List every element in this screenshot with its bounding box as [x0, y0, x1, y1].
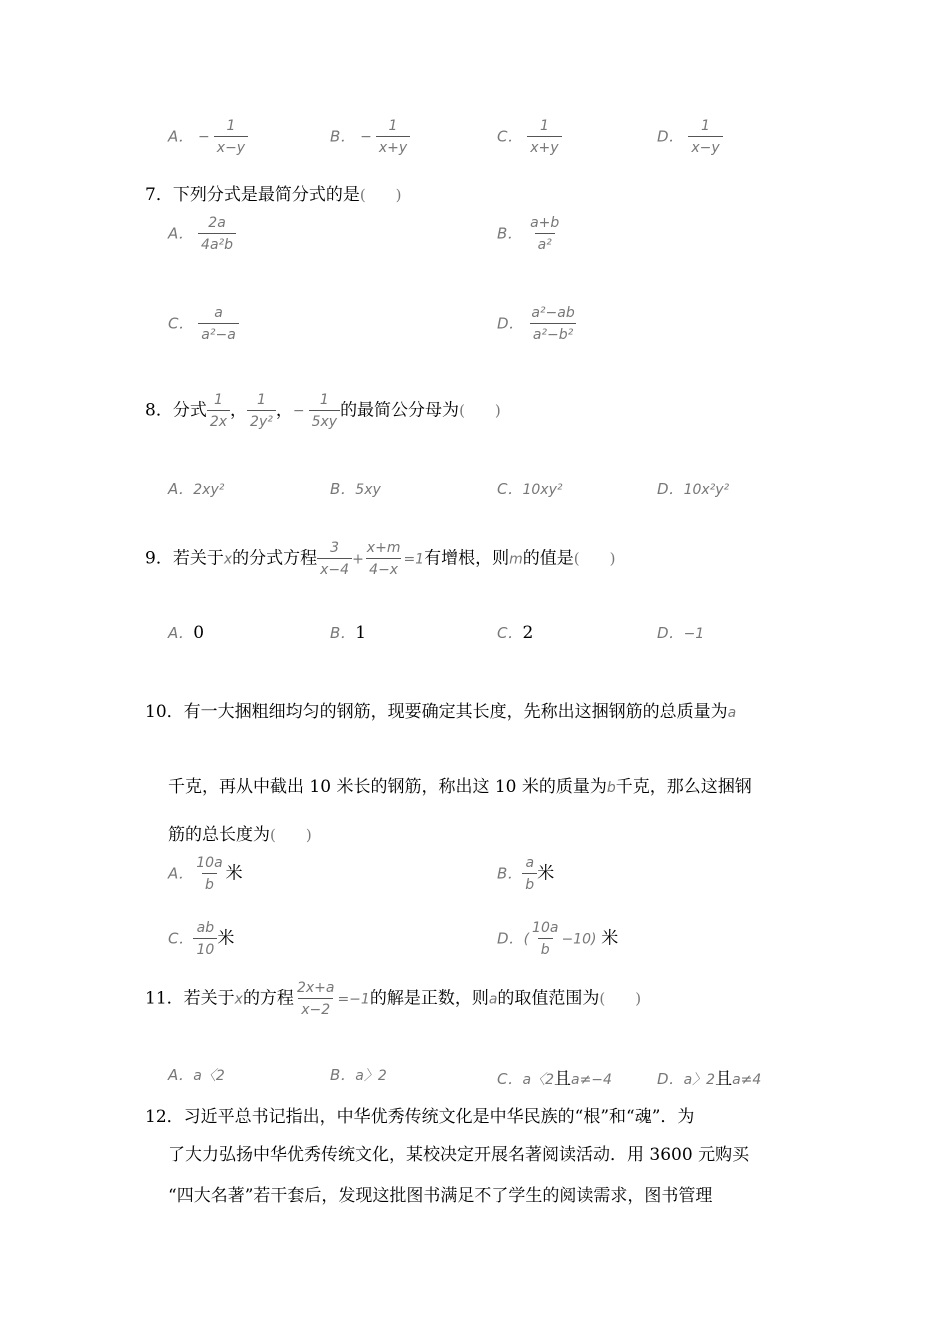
option-value: 0 [193, 623, 205, 643]
q6-option-d[interactable] [657, 118, 723, 156]
option-label: C． [497, 624, 523, 642]
fraction: $\frac{10a}{b}$ [196, 855, 223, 893]
fraction: $\frac{1}{x-y}$ [214, 118, 248, 156]
q10-option-d[interactable]: D．( $\frac{10a}{b}$ −10) 米 [497, 920, 619, 958]
option-label: A． [168, 864, 194, 883]
option-label: D． [657, 480, 684, 498]
minus-sign: − [360, 129, 372, 145]
q9-option-a[interactable] [168, 622, 204, 643]
option-label: D． [657, 624, 684, 642]
option-value: a〉2 [683, 1072, 716, 1088]
fraction: $\frac{a}{b}$ [522, 855, 537, 893]
fraction: $\frac{2a}{\text{4a²b}}$ [198, 215, 236, 253]
option-label: C． [497, 480, 523, 498]
option-value: 2 [522, 623, 534, 643]
fraction: $\frac{a+b}{\text{a²}}$ [530, 215, 560, 253]
option-label: A． [168, 480, 194, 498]
q8-option-a[interactable] [168, 478, 224, 499]
option-value: a〈2 [193, 1068, 225, 1084]
q9-option-d[interactable] [657, 622, 704, 643]
q10-option-c[interactable]: C． $\frac{ab}{10}$ 米 [168, 920, 235, 958]
q7-option-a[interactable] [168, 215, 236, 253]
option-label: D． [657, 127, 684, 146]
fraction: $\frac{a}{\text{a²−a}}$ [198, 305, 239, 343]
q7-stem: 7．下列分式是最简分式的是( ) [145, 185, 402, 205]
q12-line-2: 了大力弘扬中华优秀传统文化，某校决定开展名著阅读活动．用 3600 元购买 [168, 1145, 750, 1165]
option-label: B． [330, 1066, 356, 1084]
fraction: $\frac{1}{x+y}$ [376, 118, 410, 156]
option-label: B． [497, 224, 523, 243]
fraction: $\frac{x+m}{4-x}$ [366, 540, 401, 578]
fraction: $\frac{1}{5xy}$ [309, 392, 340, 430]
q10-option-a[interactable]: A． $\frac{10a}{b}$ 米 [168, 855, 243, 893]
q7-option-c[interactable] [168, 305, 239, 343]
q10-line-1: 10．有一大捆粗细均匀的钢筋，现要确定其长度，先称出这捆钢筋的总质量为a [145, 702, 737, 722]
q6-option-a[interactable] [168, 118, 248, 156]
option-value: a〈2 [522, 1072, 554, 1088]
fraction: $\frac{1}{x+y}$ [527, 118, 561, 156]
option-label: D． [657, 1070, 684, 1088]
q11-option-d[interactable]: D．a〉2且a≠4 [657, 1069, 762, 1089]
q9-stem: 9．若关于x的分式方程 $\frac{3}{x-4}$ + $\frac{x+m}{4-x}$ =1有增根，则m的值是( ) [145, 540, 616, 578]
fraction: $\frac{2x+a}{x-2}$ [296, 980, 335, 1018]
q11-option-c[interactable]: C．a〈2且a≠−4 [497, 1069, 612, 1089]
q7-option-d[interactable] [497, 305, 578, 343]
option-value: 10xy² [522, 482, 563, 498]
option-label: B． [330, 127, 356, 146]
q10-line-3: 筋的总长度为( ) [168, 825, 312, 845]
option-value: −1 [683, 626, 705, 642]
option-label: C． [168, 314, 194, 333]
fraction: $\frac{1}{\text{2y²}}$ [247, 392, 276, 430]
option-value: 1 [355, 623, 367, 643]
q11-stem: 11．若关于x的方程 $\frac{2x+a}{x-2}$ =−1的解是正数，则a的取值范围为( ) [145, 980, 642, 1018]
q6-option-b[interactable] [330, 118, 410, 156]
q11-option-a[interactable] [168, 1064, 225, 1085]
q8-option-c[interactable] [497, 478, 562, 499]
fraction: $\frac{\text{a²−ab}}{\text{a²−b²}}$ [531, 305, 575, 343]
option-value: 5xy [355, 482, 381, 498]
q12-line-1: 12．习近平总书记指出，中华优秀传统文化是中华民族的“根”和“魂”．为 [145, 1107, 695, 1127]
q8-option-d[interactable] [657, 478, 729, 499]
option-value: 2xy² [193, 482, 225, 498]
q9-option-c[interactable] [497, 622, 533, 643]
fraction: $\frac{3}{x-4}$ [317, 540, 352, 578]
option-label: B． [330, 480, 356, 498]
option-label: C． [497, 1070, 523, 1088]
option-label: C． [168, 929, 194, 948]
q8-option-b[interactable] [330, 478, 381, 499]
option-label: A． [168, 1066, 194, 1084]
fraction: $\frac{1}{x-y}$ [688, 118, 722, 156]
fraction: $\frac{10a}{b}$ [532, 920, 559, 958]
option-label: B． [497, 864, 523, 883]
option-value: a〉2 [355, 1068, 387, 1084]
q12-line-3: “四大名著”若干套后，发现这批图书满足不了学生的阅读需求，图书管理 [168, 1186, 713, 1206]
minus-sign: − [198, 129, 210, 145]
option-label: C． [497, 127, 523, 146]
q10-option-b[interactable]: B． $\frac{a}{b}$ 米 [497, 855, 555, 893]
option-value: 10x²y² [683, 482, 730, 498]
fraction: $\frac{ab}{10}$ [193, 920, 217, 958]
q7-option-b[interactable] [497, 215, 562, 253]
q10-line-2: 千克，再从中截出 10 米长的钢筋，称出这 10 米的质量为b千克，那么这捆钢 [168, 777, 752, 797]
fraction: $\frac{1}{2x}$ [207, 392, 230, 430]
minus-sign: − [292, 403, 305, 419]
q11-option-b[interactable] [330, 1064, 387, 1085]
option-label: A． [168, 624, 194, 642]
q6-option-c[interactable] [497, 118, 562, 156]
option-label: D． [497, 929, 524, 948]
option-label: D． [497, 314, 524, 333]
option-label: A． [168, 127, 194, 146]
q9-option-b[interactable] [330, 622, 366, 643]
option-label: A． [168, 224, 194, 243]
option-label: B． [330, 624, 356, 642]
q8-stem: 8．分式 $\frac{1}{2x}$ ， $\frac{1}{\text{2y²}}$ ，− $\frac{1}{5xy}$ 的最简公分母为( ) [145, 392, 501, 430]
